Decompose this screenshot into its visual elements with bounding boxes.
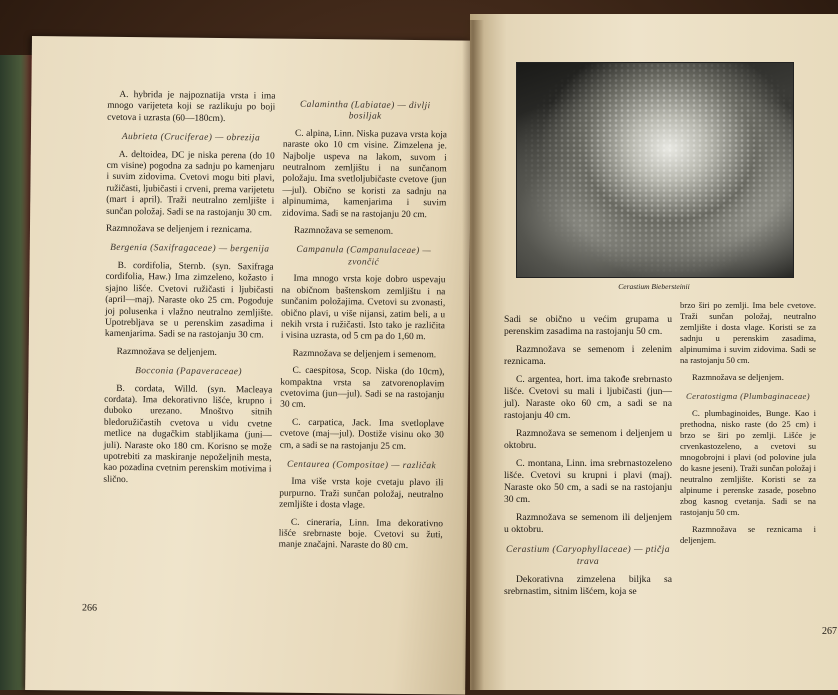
paragraph: B. cordata, Willd. (syn. Macleaya cordata). Ima dekorativno lišće, krupno i duboko urezano. Mnoštvo sitnih bledoružičastih cvetova u vidu cvetne metlice na dugačkim stabljikama (juni—juli). Naraste oko 180 cm. Korisno se može upotrebiti za maskiranje nepoželjnih mesta, kao pozadina cvetnim perenskim motivima i slično.: [103, 383, 273, 485]
page-number-left: 266: [81, 602, 98, 614]
paragraph: C. caespitosa, Scop. Niska (do 10cm), kompaktna vrsta sa zatvorenoplavim cvetovima (jun—jul). Sadi se na rastojanju 30 cm.: [280, 365, 445, 411]
right-page-column-2: [680, 300, 816, 552]
paragraph: Dekorativna zimzelena biljka sa srebrnastim, sitnim lišćem, koja se: [504, 574, 672, 597]
paragraph: C. cineraria, Linn. Ima dekorativno lišće srebrnaste boje. Cvetovi su žuti, manje značajni. Naraste do 80 cm.: [278, 517, 443, 552]
left-page: [25, 36, 472, 695]
paragraph: A. deltoidea, DC je niska perena (do 10 cm visine) pogodna za sadnju po kamenjaru i suvim zidovima. Cvetovi mogu biti plavi, ružičasti, ljubičasti i crveni, prema varijetetu (mart i april). Traži neutralno zemljište i sunčan položaj. Sadi se na rastojanju 30 cm.: [106, 149, 275, 219]
paragraph: C. montana, Linn. ima srebrnastozeleno lišće. Cvetovi su krupni i plavi (maj). Naraste oko 50 cm, a sadi se na rastojanju 30 cm.: [504, 458, 672, 505]
paragraph: brzo širi po zemlji. Ima bele cvetove. Traži sunčan položaj, neutralno zemljište i dosta vlage. Koristi se za sadnju u perenskim zasadima, alpinumima i suvim zidovima. Sadi se na rastojanju 50 cm.: [680, 300, 816, 365]
paragraph: Razmnožava se semenom.: [293, 225, 394, 237]
paragraph: Ima više vrsta koje cvetaju plavo ili purpurno. Traži sunčan položaj, neutralno zemljište i dosta vlage.: [279, 477, 444, 511]
paragraph: C. argentea, hort. ima takođe srebrnasto lišće. Cvetovi su mali i ljubičasti (jun—jul). Naraste oko 60 cm, a sadi se na rastojanju 40 cm.: [504, 374, 672, 421]
photo-caption: Cerastium Biebersteinii: [618, 282, 690, 291]
section-heading: Cerastium (Caryophyllaceae) — ptičja trava: [506, 544, 670, 567]
page-number-right: 267: [822, 626, 837, 637]
paragraph: C. plumbaginoides, Bunge. Kao i prethodna, nisko raste (do 25 cm) i brzo se širi po zemlji. Lišće je crvenkastozeleno, a cvetovi su mnogobrojni i plavi (od polovine jula do kasne jeseni). Traži sunčan položaj i neutralno zemljište. Koristi se za alpinume i perenske zasade, posebno zbog kasnog cvetanja. Sadi se na rastojanju 50 cm.: [680, 408, 816, 517]
paragraph: Razmnožava se semenom i zelenim reznicama.: [504, 344, 672, 367]
section-heading: Centaurea (Compositae) — različak: [286, 459, 437, 472]
paragraph: Razmnožava se deljenjem.: [692, 372, 784, 382]
right-page-column-1: [504, 314, 672, 604]
left-page-column-1: [103, 90, 275, 494]
section-heading: Aubrieta (Cruciferae) — obrezija: [121, 132, 261, 144]
paragraph: C. carpatica, Jack. Ima svetloplave cvetove (maj—jul). Dostiže visinu oko 30 cm, a sadi se na rastojanju 25 cm.: [279, 417, 445, 452]
paragraph: Razmnožava se deljenjem.: [116, 346, 217, 358]
book-gutter: [462, 20, 484, 690]
paragraph: B. cordifolia, Sternb. (syn. Saxifraga cordifolia, Haw.) Ima zimzeleno, kožasto i sjajno lišće. Cvetovi ružičasti i ljubičasti (april—maj). Naraste oko 25 cm. Pogoduje joj polusenka i vlažno neutralno zemljište. Upotrebljava se u perenskim zasadima i kamenjarima. Sadi se na rastojanju 30 cm.: [104, 260, 274, 341]
section-heading: Calamintha (Labiatae) — divlji bosiljak: [299, 99, 431, 123]
paragraph: A. hybrida je najpoznatija vrsta i ima mnogo varijeteta koji se razlikuju po boji cvetova i uzrasta (60—180cm).: [107, 89, 276, 124]
paragraph: Razmnožava se deljenjem i reznicama.: [105, 223, 253, 236]
plant-photo: [516, 62, 794, 278]
paragraph: Razmnožava se reznicama i deljenjem.: [680, 524, 816, 545]
section-heading: Bergenia (Saxifragaceae) — bergenija: [110, 243, 270, 255]
paragraph: Razmnožava se deljenjem i semenom.: [292, 348, 437, 360]
section-heading: Ceratostigma (Plumbaginaceae): [685, 391, 810, 401]
paragraph: C. alpina, Linn. Niska puzava vrsta koja naraste oko 10 cm visine. Zimzelena je. Najbolje uspeva na lakom, suvom i neutralnom zemljištu i na sunčanom položaju. Ima svetloljubičaste cvetove (jun—jul). Obično se koristi za sadnju na alpinumima, kamenjarima i suvim zidovima. Sadi se na rastojanju 20 cm.: [282, 128, 448, 220]
left-page-column-2: [279, 92, 448, 560]
paragraph: Sadi se obično u većim grupama u perenskim zasadima na rastojanju 50 cm.: [504, 314, 672, 337]
paragraph: Razmnožava se semenom i deljenjem u oktobru.: [504, 428, 672, 451]
paragraph: Razmnožava se semenom ili deljenjem u oktobru.: [504, 512, 672, 535]
section-heading: Campanula (Campanulaceae) — zvončić: [296, 245, 432, 268]
section-heading: Bocconia (Papaveraceae): [135, 366, 242, 378]
paragraph: Ima mnogo vrsta koje dobro uspevaju na običnom baštenskom zemljištu i na sunčanim položajima. Cvetovi su zvonasti, obično plavi, u više nijansi, zatim beli, a u nekih vrsta i ružičasti. Isto tako je različita i visina uzrasta, od 5 cm pa do 1,60 m.: [280, 274, 446, 343]
